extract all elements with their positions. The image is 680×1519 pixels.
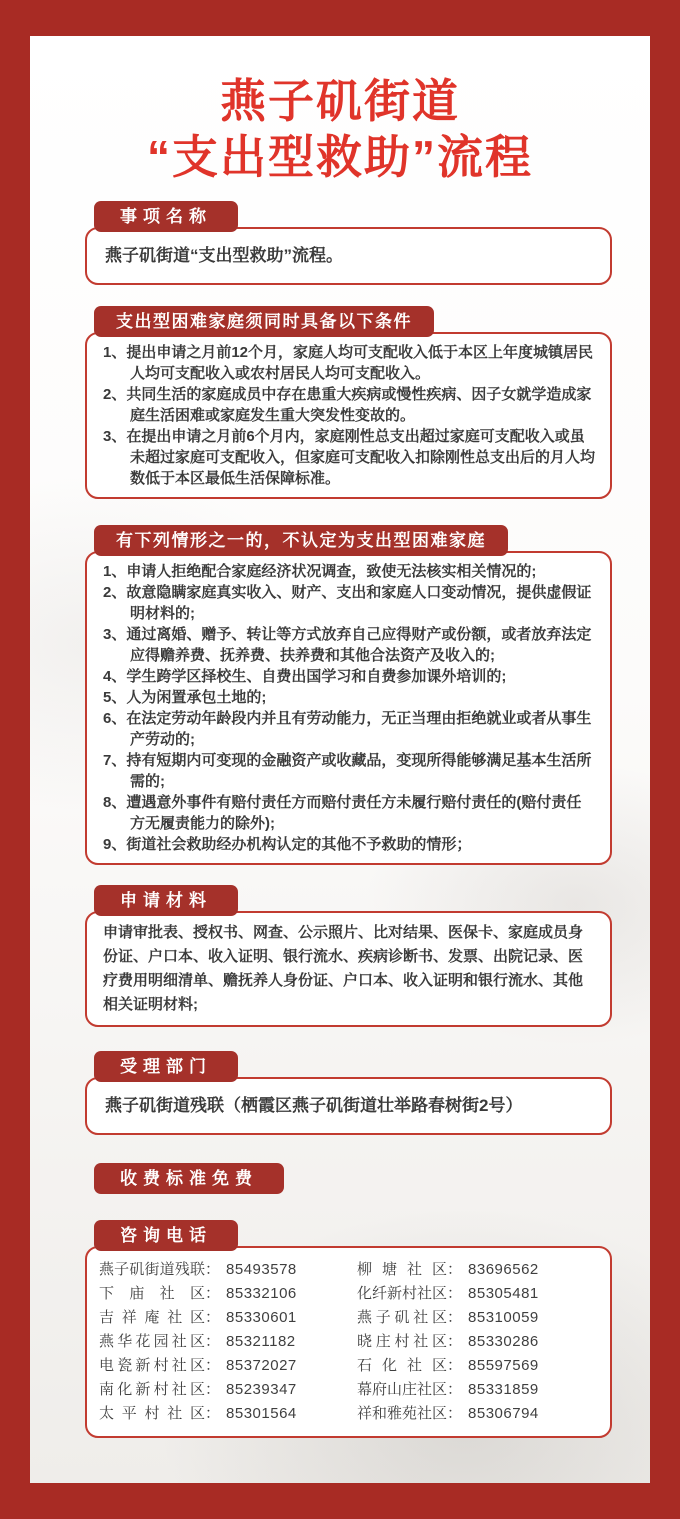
section-fee (30, 1135, 650, 1194)
section-conditions (30, 285, 650, 499)
item-number: 3、 (103, 428, 127, 445)
poster-body (30, 36, 650, 1483)
phone-colon: ： (447, 1405, 463, 1422)
section-materials-box (85, 911, 612, 1027)
exclusion-item (103, 792, 596, 834)
phone-row (99, 1354, 357, 1378)
section-materials (30, 865, 650, 1027)
phone-row (357, 1282, 598, 1306)
phone-row (357, 1402, 598, 1426)
phone-number: 85330601 (226, 1309, 297, 1326)
item-text: 学生跨学区择校生、自费出国学习和自费参加课外培训的; (126, 668, 507, 685)
phone-name: 吉祥庵社区 (99, 1309, 205, 1326)
phone-row (357, 1354, 598, 1378)
item-number: 1、 (103, 344, 127, 361)
phone-number: 85321182 (226, 1333, 296, 1350)
section-name-box (85, 227, 612, 285)
phone-colon: ： (205, 1357, 221, 1374)
item-number: 3、 (103, 626, 127, 643)
item-text: 在法定劳动年龄段内并且有劳动能力，无正当理由拒绝就业或者从事生产劳动的; (126, 710, 592, 748)
phone-name: 石化社区 (357, 1357, 447, 1374)
page-title-line1: 燕子矶街道 (220, 75, 460, 127)
section-name-banner: 事项名称 (94, 201, 238, 232)
item-number: 8、 (103, 794, 127, 811)
phone-name: 燕华花园社区 (99, 1333, 205, 1350)
phone-number: 83696562 (468, 1261, 539, 1278)
phone-row (99, 1378, 357, 1402)
item-text: 街道社会救助经办机构认定的其他不予救助的情形； (126, 836, 472, 853)
section-phones-banner: 咨询电话 (94, 1220, 238, 1251)
section-department-box (85, 1077, 612, 1135)
exclusion-item (103, 687, 596, 708)
exclusion-item (103, 624, 596, 666)
phone-name: 燕子矶街道残联 (99, 1261, 205, 1278)
item-text: 持有短期内可变现的金融资产或收藏品，变现所得能够满足基本生活所需的; (126, 752, 592, 790)
phone-number: 85331859 (468, 1381, 539, 1398)
phone-row (357, 1258, 598, 1282)
phone-row (99, 1330, 357, 1354)
item-text: 人为闲置承包土地的; (126, 689, 267, 706)
phone-row (99, 1282, 357, 1306)
section-department (30, 1027, 650, 1135)
phone-number: 85310059 (468, 1309, 539, 1326)
phone-colon: ： (205, 1309, 221, 1326)
phone-colon: ： (447, 1357, 463, 1374)
phone-colon: ： (447, 1285, 463, 1302)
section-materials-content: 申请审批表、授权书、网查、公示照片、比对结果、医保卡、家庭成员身份证、户口本、收入证明、银行流水、疾病诊断书、发票、出院记录、医疗费用明细清单、赡抚养人身份证、户口本、收入证明和银行流水、其他相关证明材料; (103, 924, 584, 1013)
conditions-list (103, 342, 596, 489)
phone-colon: ： (447, 1381, 463, 1398)
item-text: 共同生活的家庭成员中存在患重大疾病或慢性疾病、因子女就学造成家庭生活困难或家庭发生重大突发性变故的。 (126, 386, 592, 424)
section-conditions-box (85, 332, 612, 499)
section-exclusions-banner: 有下列情形之一的，不认定为支出型困难家庭 (94, 525, 508, 556)
phone-colon: ： (205, 1333, 221, 1350)
phone-name: 南化新村社区 (99, 1381, 205, 1398)
phone-colon: ： (447, 1333, 463, 1350)
phone-colon: ： (205, 1405, 221, 1422)
phone-number: 85372027 (226, 1357, 297, 1374)
section-conditions-banner: 支出型困难家庭须同时具备以下条件 (94, 306, 434, 337)
phone-number: 85239347 (226, 1381, 297, 1398)
phone-colon: ： (205, 1381, 221, 1398)
item-text: 遭遇意外事件有赔付责任方而赔付责任方未履行赔付责任的(赔付责任方无履责能力的除外); (126, 794, 582, 832)
phone-number: 85301564 (226, 1405, 297, 1422)
phone-row (357, 1378, 598, 1402)
condition-item (103, 426, 596, 489)
phone-row (99, 1258, 357, 1282)
phone-column-left (99, 1258, 357, 1426)
phone-number: 85306794 (468, 1405, 539, 1422)
section-materials-banner: 申请材料 (94, 885, 238, 916)
section-fee-banner: 收费标准免费 (94, 1163, 284, 1194)
item-number: 1、 (103, 563, 127, 580)
phone-name: 燕子矶社区 (357, 1309, 447, 1326)
phone-number: 85597569 (468, 1357, 539, 1374)
phone-number: 85493578 (226, 1261, 297, 1278)
item-text: 提出申请之月前12个月，家庭人均可支配收入低于本区上年度城镇居民人均可支配收入或农村居民人均可支配收入。 (126, 344, 594, 382)
phone-number: 85330286 (468, 1333, 539, 1350)
phone-colon: ： (447, 1261, 463, 1278)
item-text: 在提出申请之月前6个月内，家庭刚性总支出超过家庭可支配收入或虽未超过家庭可支配收入，但家庭可支配收入扣除刚性总支出后的月人均数低于本区最低生活保障标准。 (126, 428, 596, 487)
phone-row (99, 1306, 357, 1330)
item-text: 故意隐瞒家庭真实收入、财产、支出和家庭人口变动情况，提供虚假证明材料的; (126, 584, 592, 622)
phone-name: 祥和雅苑社区 (357, 1405, 448, 1422)
condition-item (103, 342, 596, 384)
item-text: 申请人拒绝配合家庭经济状况调查，致使无法核实相关情况的; (126, 563, 537, 580)
phone-colon: ： (205, 1285, 221, 1302)
exclusion-item (103, 666, 596, 687)
item-number: 7、 (103, 752, 127, 769)
phone-name: 下庙社区 (99, 1285, 205, 1302)
phone-name: 幕府山庄社区 (357, 1381, 448, 1398)
section-phones (30, 1194, 650, 1438)
section-department-banner: 受理部门 (94, 1051, 238, 1082)
section-name (30, 185, 650, 285)
phone-column-right (357, 1258, 598, 1426)
exclusions-list (103, 561, 596, 855)
phone-list-box (85, 1246, 612, 1438)
exclusion-item (103, 582, 596, 624)
exclusion-item (103, 834, 596, 855)
phone-row (357, 1306, 598, 1330)
item-number: 6、 (103, 710, 127, 727)
item-number: 2、 (103, 386, 127, 403)
phone-name: 晓庄村社区 (357, 1333, 447, 1350)
page-title (30, 73, 650, 185)
item-number: 9、 (103, 836, 127, 853)
item-number: 2、 (103, 584, 127, 601)
exclusion-item (103, 750, 596, 792)
section-exclusions (30, 499, 650, 865)
exclusion-item (103, 708, 596, 750)
page-title-line2: “支出型救助”流程 (147, 131, 533, 183)
phone-number: 85305481 (468, 1285, 539, 1302)
item-text: 通过离婚、赠予、转让等方式放弃自己应得财产或份额，或者放弃法定应得赡养费、抚养费、扶养费和其他合法资产及收入的; (126, 626, 592, 664)
section-exclusions-box (85, 551, 612, 865)
phone-name: 太平村社区 (99, 1405, 205, 1422)
phone-name: 化纤新村社区 (357, 1285, 448, 1302)
section-name-content: 燕子矶街道“支出型救助”流程。 (105, 246, 343, 265)
section-department-content: 燕子矶街道残联（栖霞区燕子矶街道壮举路春树街2号） (105, 1096, 523, 1115)
phone-colon: ： (205, 1261, 221, 1278)
item-number: 4、 (103, 668, 127, 685)
phone-row (99, 1402, 357, 1426)
phone-colon: ： (447, 1309, 463, 1326)
phone-row (357, 1330, 598, 1354)
phone-name: 电瓷新村社区 (99, 1357, 205, 1374)
phone-number: 85332106 (226, 1285, 297, 1302)
item-number: 5、 (103, 689, 127, 706)
exclusion-item (103, 561, 596, 582)
condition-item (103, 384, 596, 426)
phone-name: 柳塘社区 (357, 1261, 447, 1278)
